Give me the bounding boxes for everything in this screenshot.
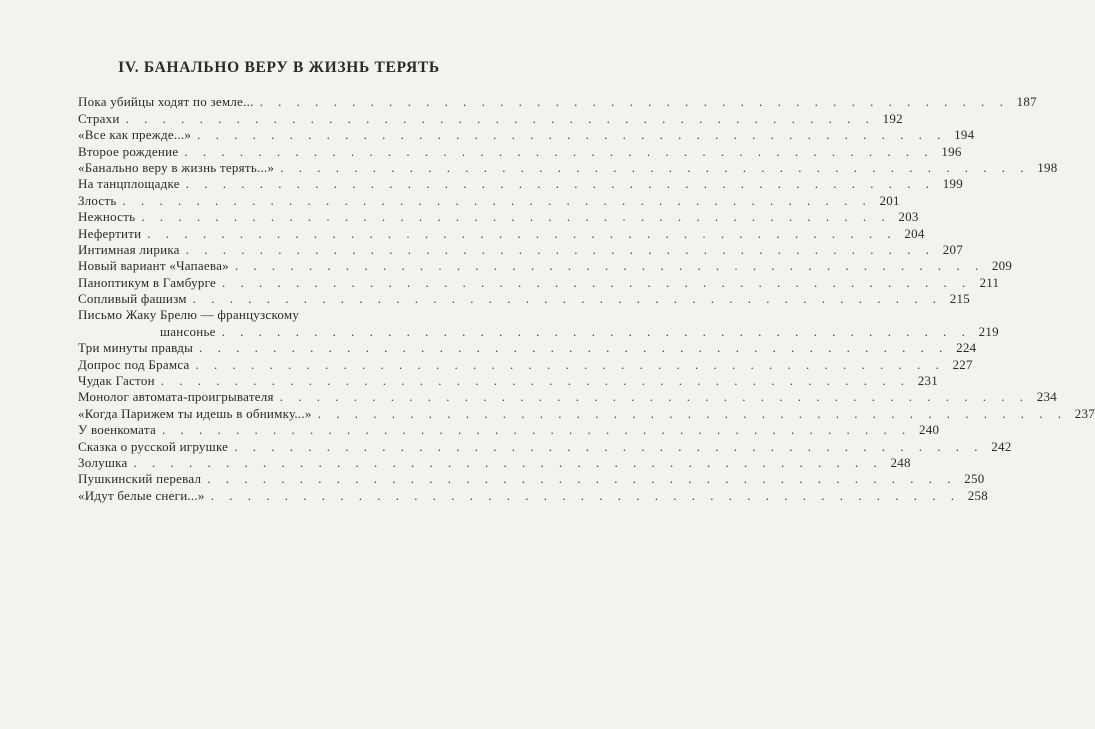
- toc-entry-title: «Все как прежде...»: [78, 127, 192, 143]
- toc-entry-page: 234: [1036, 389, 1057, 405]
- toc-entry-title: Монолог автомата-проигрывателя: [78, 389, 274, 405]
- toc-entry-title: У военкомата: [78, 422, 156, 438]
- toc-entry-title: Три минуты правды: [78, 340, 194, 356]
- dot-leader: . . . . . . . . . . . . . . . . . . . . . . . . . . . . . . . . . . . . . . . . .: [210, 487, 960, 503]
- toc-entry-page: 199: [942, 176, 964, 192]
- toc-entry: [78, 422, 940, 438]
- toc-entry-title: Сказка о русской игрушке: [78, 438, 229, 454]
- toc-entry-title: Чудак Гастон: [78, 373, 155, 389]
- toc-entry: [78, 487, 988, 503]
- toc-entry: [78, 159, 1058, 176]
- toc-entry-page: 196: [941, 143, 962, 159]
- dot-leader: . . . . . . . . . . . . . . . . . . . . . . . . . . . . . . . . . . . . . . . . .: [279, 389, 1029, 405]
- toc-entry-title: Пока убийцы ходят по земле...: [78, 94, 254, 110]
- toc-entry-title: Сопливый фашизм: [78, 291, 187, 307]
- toc-entry-page: 194: [954, 127, 975, 143]
- toc-entry-page: 219: [978, 323, 999, 339]
- toc-entry: [78, 176, 964, 192]
- toc-entry: [78, 127, 975, 143]
- toc-entry-page: 203: [898, 209, 919, 225]
- toc-entry-title: «Идут белые снеги...»: [78, 487, 205, 503]
- toc-entry-page: 227: [952, 356, 973, 372]
- toc-entry-page: 231: [917, 373, 939, 389]
- toc-entry-page: 204: [904, 225, 925, 241]
- toc-entry: [78, 192, 900, 208]
- toc-entry-title: «Когда Парижем ты идешь в обнимку...»: [78, 405, 312, 421]
- dot-leader: . . . . . . . . . . . . . . . . . . . . . . . . . . . . . . . . . . . . . . . . .: [147, 225, 897, 241]
- toc-entry-page: 211: [979, 274, 1000, 290]
- toc-entry-page: 248: [890, 454, 911, 470]
- toc-entry-title: Нефертити: [78, 225, 142, 241]
- table-of-contents: [78, 94, 1095, 504]
- toc-entry-title: Второе рождение: [78, 143, 179, 159]
- toc-entry-page: 242: [991, 438, 1012, 454]
- toc-entry-title: «Банально веру в жизнь терять...»: [78, 159, 275, 175]
- toc-entry: [78, 209, 919, 225]
- dot-leader: . . . . . . . . . . . . . . . . . . . . . . . . . . . . . . . . . . . . . . . . .: [160, 373, 911, 389]
- toc-entry: [78, 225, 925, 241]
- toc-entry: [78, 405, 1095, 421]
- toc-entry-title: Письмо Жаку Брелю — французскому: [78, 307, 300, 323]
- dot-leader: . . . . . . . . . . . . . . . . . . . . . . . . . . . . . . . . . . . . . . . . .: [317, 405, 1067, 421]
- toc-entry-page: 198: [1037, 159, 1058, 175]
- toc-entry: [78, 389, 1057, 405]
- dot-leader: . . . . . . . . . . . . . . . . . . . . . . . . . . . . . . . . . . . . . . . . .: [141, 209, 891, 225]
- toc-entry-title: Паноптикум в Гамбурге: [78, 274, 217, 290]
- dot-leader: . . . . . . . . . . . . . . . . . . . . . . . . . . . . . . . . . . . . . . . . .: [125, 110, 875, 126]
- toc-entry-page: 215: [949, 291, 970, 307]
- toc-entry: [78, 454, 911, 471]
- toc-entry: [78, 258, 1013, 274]
- toc-entry: [78, 438, 1012, 454]
- toc-entry-title-continued: шансонье: [160, 323, 216, 339]
- dot-leader: . . . . . . . . . . . . . . . . . . . . . . . . . . . . . . . . . . . . . . . . .: [280, 159, 1030, 175]
- dot-leader: . . . . . . . . . . . . . . . . . . . . . . . . . . . . . . . . . . . . . . . . .: [195, 356, 945, 372]
- toc-entry-page: 240: [918, 422, 940, 438]
- toc-entry-title: Интимная лирика: [78, 241, 180, 257]
- toc-entry: [78, 471, 985, 487]
- dot-leader: . . . . . . . . . . . . . . . . . . . . . . . . . . . . . . . . . . . . . . . . .: [221, 323, 971, 339]
- toc-entry: [78, 94, 1037, 110]
- toc-entry-page: 209: [991, 258, 1013, 274]
- dot-leader: . . . . . . . . . . . . . . . . . . . . . . . . . . . . . . . . . . . . . . . . .: [185, 176, 936, 192]
- dot-leader: . . . . . . . . . . . . . . . . . . . . . . . . . . . . . . . . . . . . . . . . .: [207, 471, 957, 487]
- dot-leader: . . . . . . . . . . . . . . . . . . . . . . . . . . . . . . . . . . . . . . . . .: [192, 291, 942, 307]
- dot-leader: . . . . . . . . . . . . . . . . . . . . . . . . . . . . . . . . . . . . . . . . .: [122, 192, 872, 208]
- toc-entry-page: 258: [967, 487, 988, 503]
- toc-entry-page: 187: [1016, 94, 1037, 110]
- toc-entry: [78, 291, 970, 307]
- toc-entry-title: На танцплощадке: [78, 176, 180, 192]
- toc-entry-title: Пушкинский перевал: [78, 471, 202, 487]
- toc-entry: [78, 373, 939, 389]
- toc-entry: [78, 340, 977, 356]
- dot-leader: . . . . . . . . . . . . . . . . . . . . . . . . . . . . . . . . . . . . . . . . .: [184, 143, 934, 159]
- section-title: IV. БАНАЛЬНО ВЕРУ В ЖИЗНЬ ТЕРЯТЬ: [118, 59, 440, 76]
- toc-entry-page: 237: [1074, 405, 1095, 421]
- dot-leader: . . . . . . . . . . . . . . . . . . . . . . . . . . . . . . . . . . . . . . . . .: [197, 127, 947, 143]
- toc-entry-title: Золушка: [78, 454, 128, 470]
- dot-leader: . . . . . . . . . . . . . . . . . . . . . . . . . . . . . . . . . . . . . . . . .: [259, 94, 1009, 110]
- toc-entry-title: Злость: [78, 192, 117, 208]
- toc-entry-page: 201: [879, 192, 900, 208]
- toc-entry: [78, 241, 963, 258]
- toc-entry: [78, 274, 1000, 290]
- dot-leader: . . . . . . . . . . . . . . . . . . . . . . . . . . . . . . . . . . . . . . . . .: [161, 422, 912, 438]
- dot-leader: . . . . . . . . . . . . . . . . . . . . . . . . . . . . . . . . . . . . . . . . .: [234, 438, 984, 454]
- toc-entry: [78, 307, 999, 340]
- dot-leader: . . . . . . . . . . . . . . . . . . . . . . . . . . . . . . . . . . . . . . . . .: [234, 258, 985, 274]
- toc-entry-title: Страхи: [78, 110, 120, 126]
- dot-leader: . . . . . . . . . . . . . . . . . . . . . . . . . . . . . . . . . . . . . . . . .: [199, 340, 949, 356]
- dot-leader: . . . . . . . . . . . . . . . . . . . . . . . . . . . . . . . . . . . . . . . . .: [185, 241, 935, 257]
- toc-entry-page: 224: [956, 340, 977, 356]
- dot-leader: . . . . . . . . . . . . . . . . . . . . . . . . . . . . . . . . . . . . . . . . .: [222, 274, 972, 290]
- toc-entry: [78, 356, 973, 372]
- toc-entry-title: Допрос под Брамса: [78, 356, 190, 372]
- toc-entry-title: Новый вариант «Чапаева»: [78, 258, 229, 274]
- dot-leader: . . . . . . . . . . . . . . . . . . . . . . . . . . . . . . . . . . . . . . . . .: [133, 454, 883, 470]
- toc-entry-page: 250: [964, 471, 985, 487]
- toc-entry-page: 192: [882, 110, 903, 126]
- toc-entry-page: 207: [942, 241, 963, 257]
- toc-entry: [78, 143, 962, 159]
- toc-entry-title: Нежность: [78, 209, 136, 225]
- toc-entry: [78, 110, 903, 126]
